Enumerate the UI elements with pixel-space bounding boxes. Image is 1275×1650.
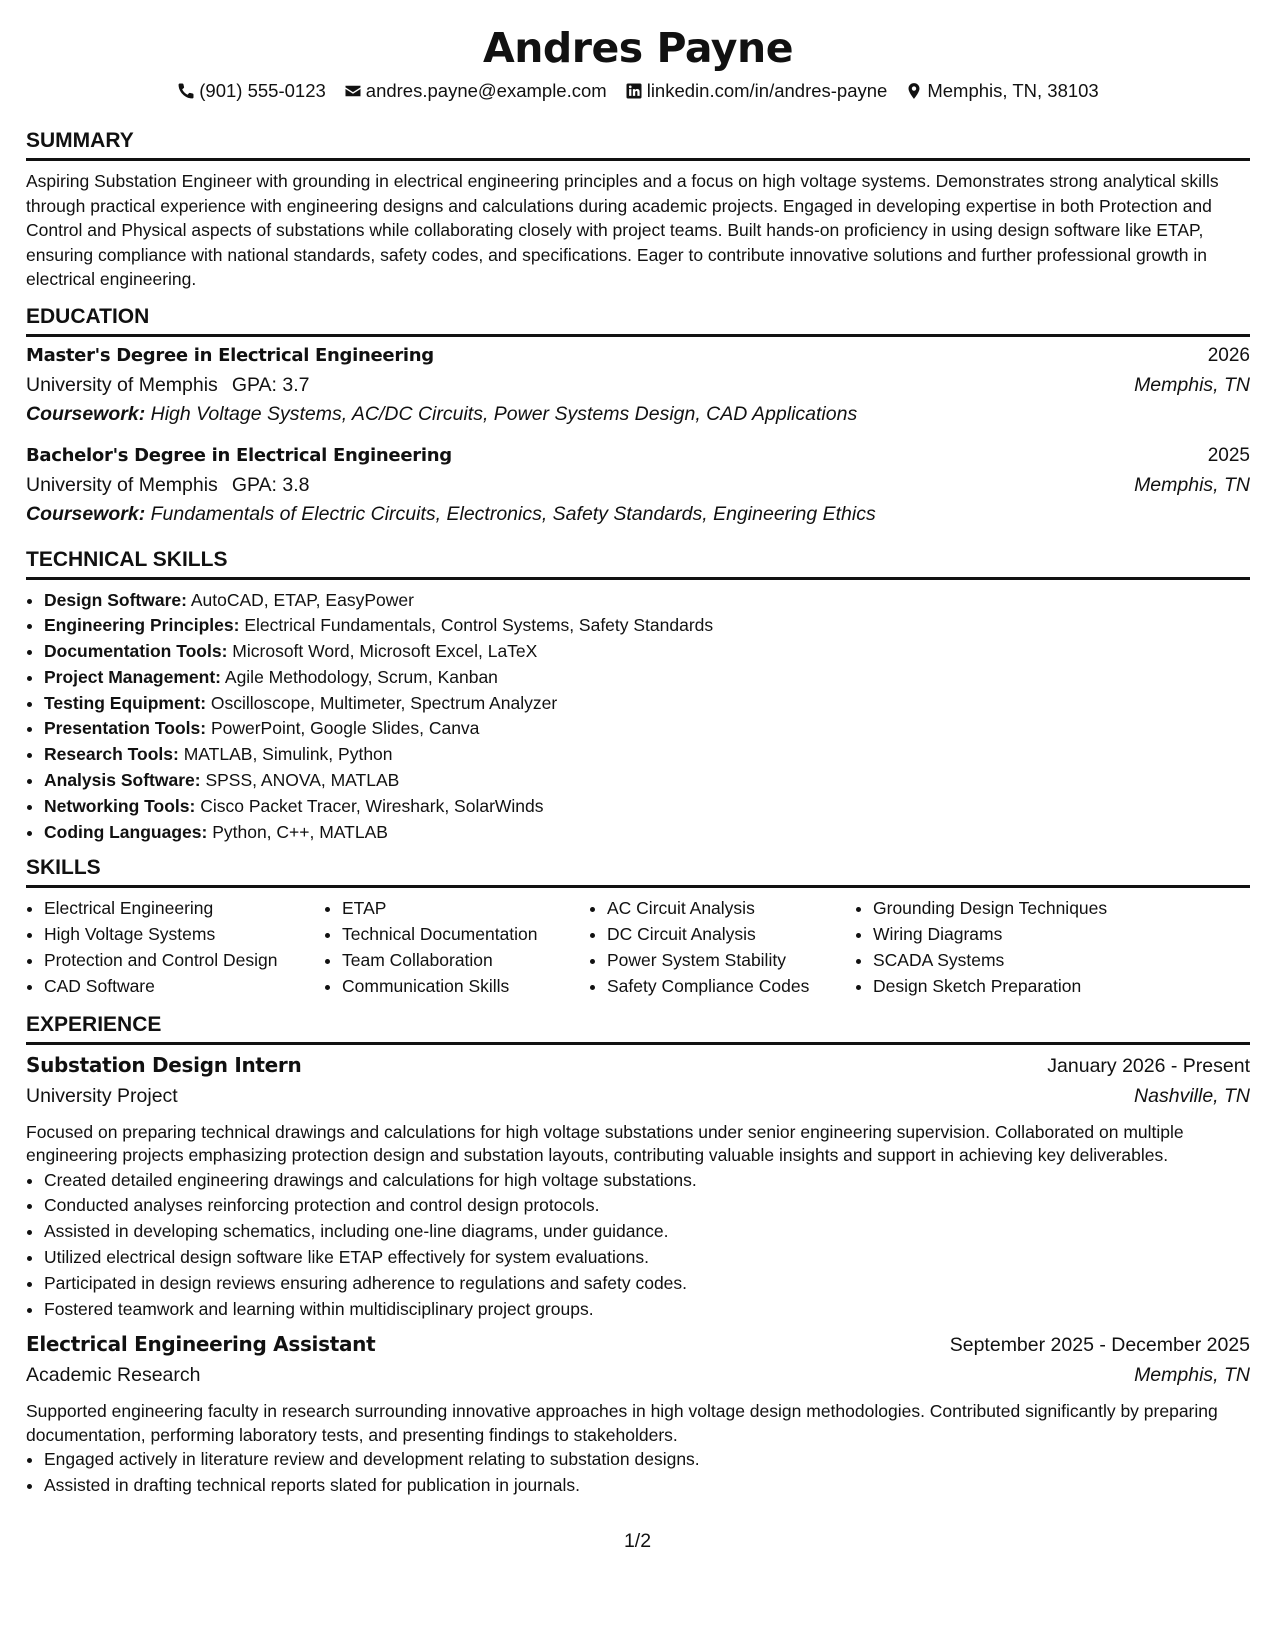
contact-linkedin[interactable] — [625, 80, 888, 102]
education-section — [26, 304, 1250, 533]
list-item: • CAD Software — [44, 974, 306, 1000]
school-location: Memphis, TN — [1134, 473, 1250, 496]
skills-column — [855, 896, 1173, 999]
contact-phone[interactable] — [177, 80, 326, 102]
job-location: Memphis, TN — [1134, 1364, 1250, 1387]
experience-section — [26, 1012, 1250, 1499]
job-location: Nashville, TN — [1134, 1084, 1250, 1107]
list-item: • Assisted in developing schematics, including one-line diagrams, under guidance. — [44, 1219, 1250, 1245]
list-item: • Safety Compliance Codes — [607, 974, 837, 1000]
technical-skills-heading: TECHNICAL SKILLS — [26, 547, 1250, 580]
phone-text: (901) 555-0123 — [199, 80, 326, 101]
list-item: • Analysis Software: SPSS, ANOVA, MATLAB — [44, 768, 1250, 794]
list-item: • Presentation Tools: PowerPoint, Google Slides, Canva — [44, 716, 1250, 742]
page-number: 1/2 — [623, 1530, 652, 1552]
contact-location — [905, 80, 1098, 102]
skills-column — [324, 896, 571, 999]
list-item: • SCADA Systems — [873, 948, 1173, 974]
job-dates: September 2025 - December 2025 — [949, 1334, 1250, 1357]
summary-text: Aspiring Substation Engineer with grounding in electrical engineering principles and a focus on high voltage systems. Demonstrates strong analytical skills through practical experience with engineering designs and calculations during academic projects. Engaged in developing expertise in both Protection and Control and Physical aspects of substations while collaborating closely with project teams. Built hands-on proficiency in using design software like ETAP, ensuring compliance with national standards, safety codes, and specifications. Eager to contribute innovative solutions and further professional growth in electrical engineering. — [26, 171, 1219, 289]
list-item: • Conducted analyses reinforcing protection and control design protocols. — [44, 1193, 1250, 1219]
list-item: • Design Sketch Preparation — [873, 974, 1173, 1000]
email-text: andres.payne@example.com — [365, 80, 607, 101]
job-dates: January 2026 - Present — [1047, 1054, 1250, 1077]
skills-grid — [26, 896, 1250, 999]
list-item: • Power System Stability — [607, 948, 837, 974]
list-item: • Protection and Control Design — [44, 948, 306, 974]
education-entry — [26, 445, 1250, 533]
technical-skills-section — [26, 547, 1250, 846]
degree-title: Bachelor's Degree in Electrical Engineering — [26, 444, 452, 466]
list-item: • Electrical Engineering — [44, 896, 306, 922]
degree-year: 2025 — [1207, 444, 1250, 466]
school-name: University of Memphis — [26, 473, 218, 496]
job-bullets — [26, 1168, 1250, 1323]
envelope-icon — [344, 82, 362, 100]
candidate-name: Andres Payne — [482, 24, 794, 72]
list-item: • Engaged actively in literature review and development relating to substation designs. — [44, 1447, 1250, 1473]
list-item: • Engineering Principles: Electrical Fundamentals, Control Systems, Safety Standards — [44, 613, 1250, 639]
list-item: • Grounding Design Techniques — [873, 896, 1173, 922]
list-item: • High Voltage Systems — [44, 922, 306, 948]
resume-page — [26, 0, 1250, 1499]
list-item: • ETAP — [342, 896, 571, 922]
list-item: • Documentation Tools: Microsoft Word, Microsoft Excel, LaTeX — [44, 639, 1250, 665]
list-item: • Design Software: AutoCAD, ETAP, EasyPower — [44, 588, 1250, 614]
list-item: • Created detailed engineering drawings and calculations for high voltage substations. — [44, 1168, 1250, 1194]
school-name: University of Memphis — [26, 373, 218, 396]
gpa: GPA: 3.8 — [231, 473, 310, 496]
degree-title: Master's Degree in Electrical Engineering — [26, 344, 434, 366]
list-item: • AC Circuit Analysis — [607, 896, 837, 922]
coursework-text: Fundamentals of Electric Circuits, Electronics, Safety Standards, Engineering Ethics — [150, 502, 876, 525]
degree-year: 2026 — [1207, 344, 1250, 366]
linkedin-icon — [625, 82, 643, 100]
list-item: • Participated in design reviews ensuring adherence to regulations and safety codes. — [44, 1271, 1250, 1297]
job-description: Focused on preparing technical drawings and calculations for high voltage substations under senior engineering supervision. Collaborated on multiple engineering projects emphasizing protection design and substation layouts, contributing valuable insights and support in achieving key deliverables. — [26, 1121, 1184, 1166]
list-item: • Fostered teamwork and learning within multidisciplinary project groups. — [44, 1297, 1250, 1323]
list-item: • DC Circuit Analysis — [607, 922, 837, 948]
list-item: • Communication Skills — [342, 974, 571, 1000]
job-org: Academic Research — [26, 1364, 201, 1387]
skills-column — [26, 896, 306, 999]
experience-heading: EXPERIENCE — [26, 1012, 1250, 1045]
list-item: • Project Management: Agile Methodology, Scrum, Kanban — [44, 665, 1250, 691]
phone-icon — [177, 82, 195, 100]
list-item: • Team Collaboration — [342, 948, 571, 974]
coursework-label: Coursework: — [26, 502, 146, 525]
job-title: Substation Design Intern — [26, 1052, 302, 1077]
coursework-label: Coursework: — [26, 402, 146, 425]
list-item: • Coding Languages: Python, C++, MATLAB — [44, 820, 1250, 846]
summary-heading: SUMMARY — [26, 128, 1250, 161]
list-item: • Assisted in drafting technical reports slated for publication in journals. — [44, 1473, 1250, 1499]
linkedin-text: linkedin.com/in/andres-payne — [646, 80, 888, 101]
map-pin-icon — [905, 82, 923, 100]
education-entry — [26, 345, 1250, 433]
skills-section — [26, 855, 1250, 999]
coursework-text: High Voltage Systems, AC/DC Circuits, Power Systems Design, CAD Applications — [150, 402, 858, 425]
gpa: GPA: 3.7 — [231, 373, 310, 396]
experience-entry — [26, 1053, 1250, 1323]
summary-section — [26, 128, 1250, 292]
skills-heading: SKILLS — [26, 855, 1250, 888]
skills-column — [589, 896, 837, 999]
list-item: • Wiring Diagrams — [873, 922, 1173, 948]
list-item: • Utilized electrical design software like ETAP effectively for system evaluations. — [44, 1245, 1250, 1271]
technical-skills-list — [26, 588, 1250, 846]
experience-entry — [26, 1332, 1250, 1499]
list-item: • Testing Equipment: Oscilloscope, Multimeter, Spectrum Analyzer — [44, 691, 1250, 717]
contact-email[interactable] — [344, 80, 607, 102]
list-item: • Research Tools: MATLAB, Simulink, Python — [44, 742, 1250, 768]
job-description: Supported engineering faculty in research surrounding innovative approaches in high voltage design methodologies. Contributed significantly by preparing documentation, performing laboratory tests, and presenting findings to stakeholders. — [26, 1401, 1218, 1445]
school-location: Memphis, TN — [1134, 373, 1250, 396]
education-heading: EDUCATION — [26, 304, 1250, 337]
job-title: Electrical Engineering Assistant — [26, 1332, 376, 1357]
location-text: Memphis, TN, 38103 — [927, 80, 1099, 101]
job-org: University Project — [26, 1084, 178, 1107]
contact-bar — [26, 78, 1250, 104]
list-item: • Networking Tools: Cisco Packet Tracer, Wireshark, SolarWinds — [44, 794, 1250, 820]
list-item: • Technical Documentation — [342, 922, 571, 948]
job-bullets — [26, 1447, 1250, 1499]
